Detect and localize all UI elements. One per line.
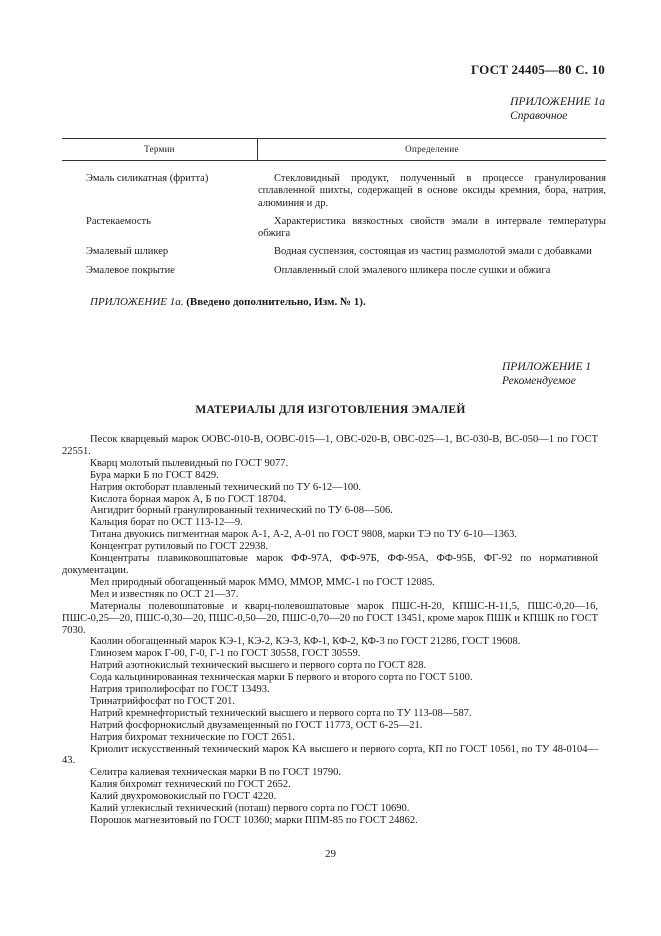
material-item: Калий двухромовокислый по ГОСТ 4220. xyxy=(90,791,277,803)
amendment-note xyxy=(90,296,366,308)
table-row xyxy=(62,246,606,258)
table-row xyxy=(62,265,606,277)
material-item: Концентраты плавиковошпатовые марок ФФ-97А, ФФ-97Б, ФФ-95А, ФФ-95Б, ФГ-92 по нормативной документации. xyxy=(62,553,598,576)
material-item: Каолин обогащенный марок КЭ-1, КЭ-2, КЭ-3, КФ-1, КФ-2, КФ-3 по ГОСТ 21286, ГОСТ 19608. xyxy=(90,636,521,648)
header-term: Термин xyxy=(144,144,175,154)
material-item: Селитра калиевая техническая марки В по ГОСТ 19790. xyxy=(90,767,341,779)
material-item: Титана двуокись пигментная марок А-1, А-2, А-01 по ГОСТ 9808, марки ТЭ по ТУ 6-10—1363. xyxy=(90,529,517,541)
material-item: Мел и известняк по ОСТ 21—37. xyxy=(90,588,239,600)
material-item: Натрий фосфорнокислый двузамещенный по ГОСТ 11773, ОСТ 6-25—21. xyxy=(90,719,423,731)
material-item: Калия бихромат технический по ГОСТ 2652. xyxy=(90,779,291,791)
material-item: Порошок магнезитовый по ГОСТ 10360; марки ППМ-85 по ГОСТ 24862. xyxy=(90,815,418,826)
material-item: Натрия триполифосфат по ГОСТ 13493. xyxy=(90,684,270,696)
materials-list xyxy=(62,434,598,827)
term-cell: Эмаль силикатная (фритта) xyxy=(86,173,209,184)
table-row xyxy=(62,216,606,241)
term-cell: Растекаемость xyxy=(86,215,151,227)
material-item: Сода кальцинированная техническая марки Б первого и второго сорта по ГОСТ 5100. xyxy=(90,672,473,684)
material-item: Криолит искусственный технический марок КА высшего и первого сорта, КП по ГОСТ 10561, по ТУ 48-0104—43. xyxy=(62,743,598,767)
material-item: Материалы полевошпатовые и кварц-полевошпатовые марок ПШС-Н-20, КПШС-Н-11,5, ПШС-0,20—16, ПШС-0,25—20, ПШС-0,30—20, ПШС-0,50—20, ПШС-0,70—20 по ГОСТ 13451, кроме марок ПШК и КПШК по ГОСТ 7030. xyxy=(62,600,598,636)
material-item: Натрия октоборат плавленый технический по ТУ 6-12—100. xyxy=(90,481,362,493)
material-item: Кварц молотый пылевидный по ГОСТ 9077. xyxy=(90,457,289,469)
definition-cell: Характеристика вязкостных свойств эмали в интервале температуры обжига xyxy=(258,215,606,240)
table-row xyxy=(62,173,606,210)
table-body xyxy=(62,161,606,277)
definition-cell: Водная суспензия, состоящая из частиц размолотой эмали с добавками xyxy=(274,246,592,258)
material-item: Мел природный обогащенный марок ММО, ММОР, ММС-1 по ГОСТ 12085. xyxy=(90,576,435,588)
material-item: Ангидрит борный гранулированный технический по ТУ 6-08—506. xyxy=(90,505,393,517)
terms-table xyxy=(62,138,606,283)
material-item: Кислота борная марок А, Б по ГОСТ 18704. xyxy=(90,493,287,505)
standard-header: ГОСТ 24405—80 С. 10 xyxy=(471,62,605,77)
appendix-1a-title: ПРИЛОЖЕНИЕ 1а xyxy=(510,96,605,108)
material-item: Кальция борат по ОСТ 113-12—9. xyxy=(90,517,243,529)
material-item: Песок кварцевый марок ООВС-010-В, ООВС-015—1, ОВС-020-В, ОВС-025—1, ВС-030-В, ВС-050—1 по ГОСТ 22551. xyxy=(62,434,598,457)
term-cell: Эмалевое покрытие xyxy=(86,264,175,276)
definition-cell: Оплавленный слой эмалевого шликера после сушки и обжига xyxy=(274,264,551,276)
material-item: Натрия бихромат технические по ГОСТ 2651. xyxy=(90,731,295,743)
section-title: МАТЕРИАЛЫ ДЛЯ ИЗГОТОВЛЕНИЯ ЭМАЛЕЙ xyxy=(195,404,466,416)
appendix-1-subtitle: Рекомендуемое xyxy=(502,375,576,387)
appendix-1a-label xyxy=(510,95,605,123)
material-item: Натрий азотнокислый технический высшего и первого сорта по ГОСТ 828. xyxy=(90,660,427,672)
appendix-1-label xyxy=(502,360,591,388)
page-number: 29 xyxy=(325,848,336,860)
term-cell: Эмалевый шликер xyxy=(86,246,169,258)
material-item: Концентрат рутиловый по ГОСТ 22938. xyxy=(90,541,269,553)
amendment-note-label: ПРИЛОЖЕНИЕ 1а. xyxy=(90,296,184,308)
table-header xyxy=(62,139,606,160)
material-item: Глинозем марок Г-00, Г-0, Г-1 по ГОСТ 30558, ГОСТ 30559. xyxy=(90,648,361,660)
material-item: Калий углекислый технический (поташ) первого сорта по ГОСТ 10690. xyxy=(90,803,410,815)
amendment-note-text: (Введено дополнительно, Изм. № 1). xyxy=(186,296,366,308)
appendix-1-title: ПРИЛОЖЕНИЕ 1 xyxy=(502,361,592,373)
appendix-1a-subtitle: Справочное xyxy=(510,110,568,122)
material-item: Тринатрийфосфат по ГОСТ 201. xyxy=(90,695,236,707)
material-item: Натрий кремнефтористый технический высшего и первого сорта по ТУ 113-08—587. xyxy=(90,707,472,719)
material-item: Бура марки Б по ГОСТ 8429. xyxy=(90,469,219,481)
header-definition: Определение xyxy=(405,144,459,154)
definition-cell: Стекловидный продукт, полученный в процессе гранулирования сплавленной шихты, содержащей в основе оксиды кремния, бора, натрия, алюминия и др. xyxy=(258,173,606,209)
